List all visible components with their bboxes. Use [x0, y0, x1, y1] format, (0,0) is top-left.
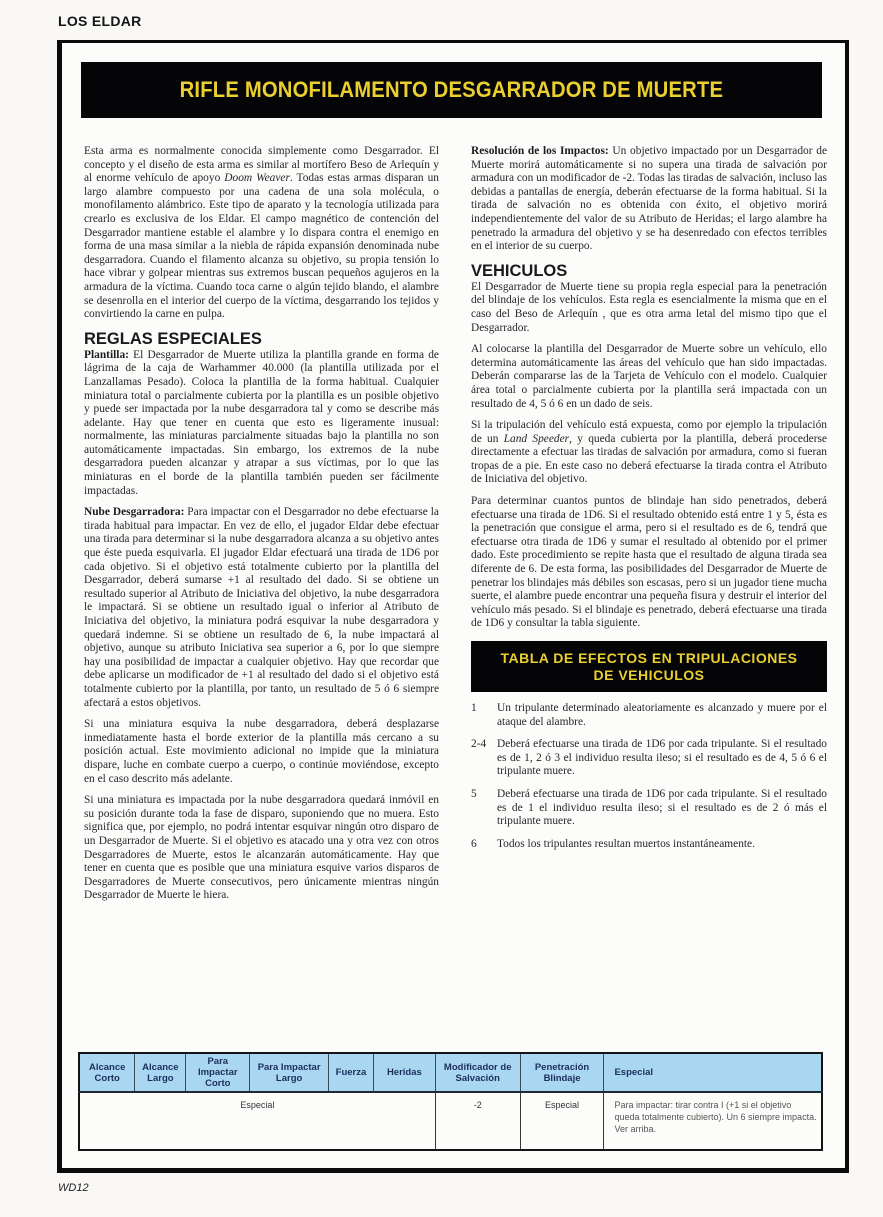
intro-italic: Doom Weaver [224, 172, 290, 185]
header-armour-penetration: Penetración Blindaje [520, 1053, 604, 1092]
land-speeder-italic: Land Speeder [503, 432, 570, 445]
header-long-range: Alcance Largo [135, 1053, 186, 1092]
crew-effect: Todos los tripulantes resultan muertos instantáneamente. [497, 837, 755, 850]
weapon-profile-table [78, 1052, 823, 1151]
nube-text: Para impactar con el Desgarrador no debe efectuarse la tirada habitual para impactar. En vez de ello, el jugador Eldar debe efectuar una tirada para determinar si la nube desgarradora alcanza a su objetivo antes que éste pueda esquivarla. El jugador Eldar efectuará una tirada de 1D6 por cada objetivo. Si el objetivo está totalmente cubierto por la plantilla del Desgarrador, deberá sumarse +1 al resultado del dado. Si se obtiene un resultado superior al Atributo de Iniciativa del objetivo, la nube desgarradora le impactará. Si se obtiene un resultado igual o inferior al Atributo de Iniciativa del objetivo, la miniatura podrá esquivar la nube desgarradora y quedará indemne. Si se obtiene un resultado de 6, la nube impactará al objetivo, aunque su atributo Iniciativa sea superior a 6, por lo que siempre hay una posibilidad de impactar a cualquier objetivo. Hay que recordar que debe aplicarse un modificador de +1 al resultado del dado si el objetivo está totalmente cubierto por la plantilla, por tanto, un resultado de 5 ó 6 siempre afectará a estos objetivos. [84, 506, 439, 709]
crew-table-title-line-2: DE VEHICULOS [593, 667, 705, 683]
crew-table-row [471, 738, 827, 779]
crew-table-title-line-1: TABLA DE EFECTOS EN TRIPULACIONES [500, 650, 798, 666]
running-head: LOS ELDAR [58, 13, 142, 29]
vehicles-paragraph-3 [471, 419, 827, 487]
header-to-hit-long: Para Impactar Largo [250, 1053, 329, 1092]
crew-table [471, 702, 827, 851]
cell-save-modifier: -2 [435, 1092, 520, 1150]
intro-text: Esta arma es normalmente conocida simplemente como Desgarrador. El concepto y el diseño de esta arma es similar al mortífero Beso de Arlequín y al enorme vehículo de apoyo [84, 145, 439, 185]
nube-label: Nube Desgarradora: [84, 506, 185, 519]
plantilla-paragraph [84, 349, 439, 499]
resolucion-text: Un objetivo impactado por un Desgarrador de Muerte morirá automáticamente si no supera una tirada de salvación por armadura con un modificador de -2. Todas las tiradas de salvación, incluso las debidas a pantallas de energía, deberán efectuarse de la forma habitual. Si la tirada de salvación no es obtenida con éxito, el objetivo morirá independientemente del valor de su Atributo de Heridas; el largo alambre ha penetrado la armadura del objetivo y se ha desenredado con efectos terribles en el interior de su cuerpo. [471, 145, 827, 253]
crew-roll: 5 [471, 787, 477, 800]
esquiva-paragraph: Si una miniatura esquiva la nube desgarradora, deberá desplazarse inmediatamente hasta el borde exterior de la plantilla más cercano a su posición actual. Este movimiento adicional no impide que la miniatura dispare, luche en combate cuerpo a cuerpo, o continúe moviéndose, excepto en el caso descrito más adelante. [84, 718, 439, 785]
right-column [471, 145, 827, 860]
vehicles-paragraph-2: Al colocarse la plantilla del Desgarrador de Muerte sobre un vehículo, ello determina automáticamente las áreas del vehículo que han sido impactadas. Deberán compararse las de la Tarjeta de Vehículo con el modelo. Cualquier área total o parcialmente cubierta por la plantilla será impactada con un resultado de 4, 5 ó 6 en un dado de seis. [471, 343, 827, 410]
cell-special: Para impactar: tirar contra I (+1 si el objetivo queda totalmente cubierto). Un 6 siempre impacta. Ver arriba. [614, 1100, 817, 1134]
crew-effect: Un tripulante determinado aleatoriamente es alcanzado y muere por el ataque del alambre. [497, 702, 827, 728]
header-special: Especial [604, 1053, 822, 1092]
header-damage: Heridas [373, 1053, 435, 1092]
vehicles-p3-a: Si la tripulación del vehículo está expuesta, como por ejemplo la tripulación de un [471, 419, 827, 445]
crew-roll: 6 [471, 837, 477, 850]
crew-effect: Deberá efectuarse una tirada de 1D6 por cada tripulante. Si el resultado es de 1 el individuo resulta ileso; si el resultado es de 2 ó más el tripulante muere. [497, 787, 827, 828]
special-rules-heading: REGLAS ESPECIALES [84, 329, 262, 348]
left-column [84, 145, 439, 903]
plantilla-text: El Desgarrador de Muerte utiliza la plantilla grande en forma de lágrima de la caja de Warhammer 40.000 (la plantilla utilizada por el Lanzallamas Pesado). Coloca la plantilla de la forma habitual. Cualquier miniatura total o parcialmente cubierta por la plantilla es un posible objetivo y puede ser impactada por la nube desgarradora tal y como se describe más adelante. Hay que tener en cuenta que esto es ligeramente inusual: normalmente, las miniaturas parcialmente situadas bajo la plantilla no son automáticamente impactadas. Sin embargo, los extremos de la nube desgarradora pueden alcanzar y atrapar a sus víctimas, por lo que las miniaturas en el borde de la plantilla también pueden ser fácilmente impactadas. [84, 348, 439, 497]
cell-range-to-wounds: Especial [79, 1092, 435, 1150]
page-code: WD12 [58, 1182, 89, 1194]
header-save-modifier: Modificador de Salvación [435, 1053, 520, 1092]
crew-roll: 2-4 [471, 738, 487, 751]
vehicles-paragraph-4: Para determinar cuantos puntos de blindaje han sido penetrados, deberá efectuarse una tirada de 1D6. Si el resultado obtenido está entre 1 y 5, ésta es la penetración que consigue el arma, pero si el resultado es de 6, tendrá que efectuarse otra tirada de 1D6 y sumar el resultado al obtenido por el primer dado. Este procedimiento se repite hasta que el resultado de alguna tirada sea diferente de 6. De esta forma, las posibilidades del Desgarrador de Muerte de penetrar los blindajes más débiles son escasas, pero si un jugador tiene mucha suerte, el alambre puede encontrar una pequeña fisura y destruir el interior del vehículo más pesado. Si el blindaje es penetrado, deberá efectuarse una tirada de 1D6 y consultar la tabla siguiente. [471, 495, 827, 630]
resolucion-label: Resolución de los Impactos: [471, 145, 609, 157]
nube-paragraph [84, 506, 439, 710]
impactada-paragraph: Si una miniatura es impactada por la nube desgarradora quedará inmóvil en su posición durante toda la fase de disparo, suponiendo que no muera. Esto significa que, por ejemplo, no podrá intentar esquivar ningún otro disparo de un Desgarrador de Muerte. Si el objetivo es atacado una y otra vez con otros Desgarradores de Muerte, estos le alcanzarán automáticamente. Hay que tener en cuenta que es posible que una miniatura esquive varios disparos de Desgarradores de Muerte consecutivos, pero únicamente mientras ningún Desgarrador de Muerte le hiera. [84, 794, 439, 902]
cell-armour-penetration: Especial [520, 1092, 604, 1150]
crew-roll: 1 [471, 702, 477, 714]
crew-table-row [471, 838, 827, 852]
weapon-table-header-row [79, 1053, 822, 1092]
resolucion-paragraph [471, 145, 827, 254]
title-banner [81, 62, 822, 118]
weapon-table-row [79, 1092, 822, 1150]
plantilla-label: Plantilla: [84, 348, 129, 361]
crew-effect: Deberá efectuarse una tirada de 1D6 por cada tripulante. Si el resultado es de 1, 2 ó 3 el individuo resulta ileso; si el resultado es de 4, 5 ó 6 el tripulante muere. [497, 738, 827, 778]
vehicles-p3-b: , y queda cubierta por la plantilla, deberá procederse directamente a efectuar las tiradas de salvación por armadura, como si fueran tropas de a pie. En este caso no deberá efectuarse la tirada contra el Atributo de Iniciativa del objetivo. [471, 432, 827, 486]
vehicles-paragraph-1: El Desgarrador de Muerte tiene su propia regla especial para la penetración del blindaje de los vehículos. Esta regla es esencialmente la misma que en el caso del Beso de Arlequín , que es otra arma letal del mismo tipo que el Desgarrador. [471, 280, 827, 334]
crew-table-title [471, 641, 827, 692]
article-title: RIFLE MONOFILAMENTO DESGARRADOR DE MUERTE [179, 77, 724, 102]
intro-paragraph [84, 145, 439, 322]
crew-table-row [471, 788, 827, 829]
header-short-range: Alcance Corto [79, 1053, 135, 1092]
crew-table-row [471, 702, 827, 729]
header-strength: Fuerza [329, 1053, 374, 1092]
header-to-hit-short: Para Impactar Corto [186, 1053, 250, 1092]
vehicles-heading: VEHICULOS [471, 261, 568, 280]
intro-rest: . Todas estas armas disparan un largo alambre compuesto por una cadena de una sola molécula, o monofilamento alámbrico. Este tipo de aparato y la tecnología utilizada para crearlo es exclusiva de los Eldar. El campo magnético de contención del Desgarrador mantiene estable el alambre y lo dispara contra el enemigo en forma de una masa similar a la niebla de rápida expansión denominada nube desgarradora. Cuando el filamento alcanza su objetivo, su propia tensión lo hace vibrar y golpear mientras sus extremos buscan pequeños agujeros en la armadura de la víctima. Cuando toca carne o algún tejido blando, el alambre se desenrolla en el interior del cuerpo de la víctima, desgarrando los tejidos y convirtiendo la carne en pulpa. [84, 172, 439, 321]
